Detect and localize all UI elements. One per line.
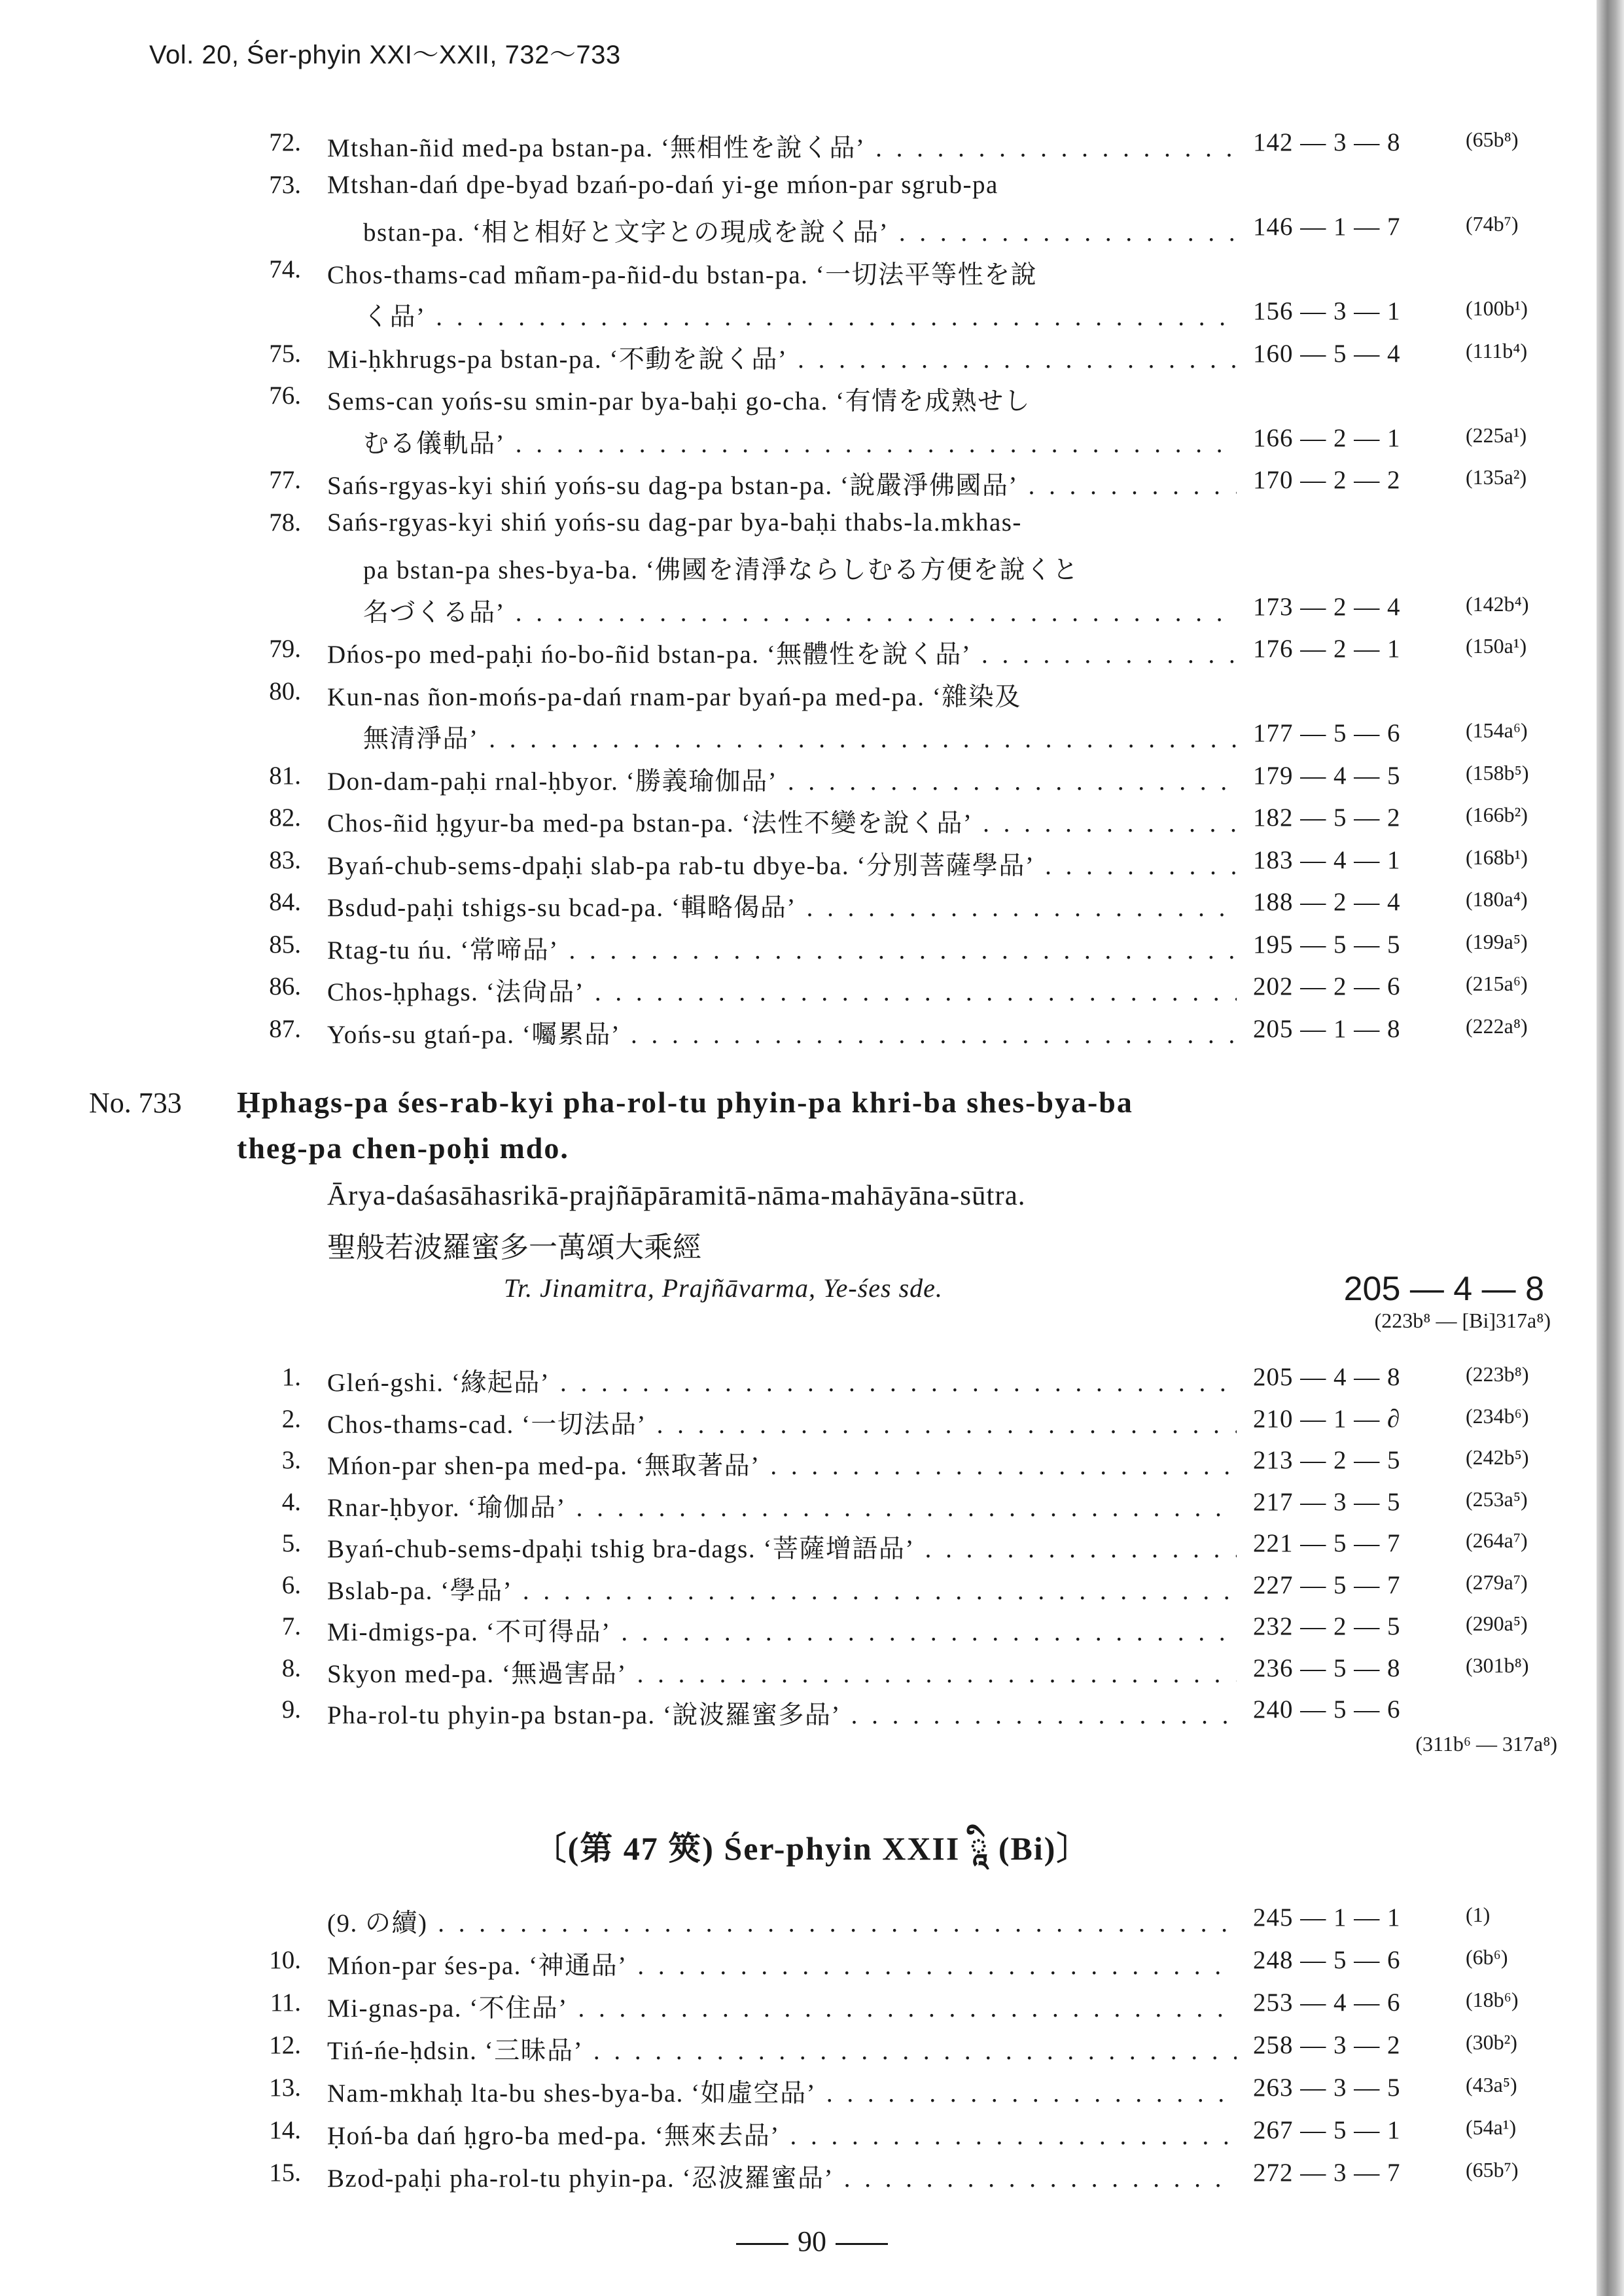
entry-pages: 173 — 2 — 4 (1253, 592, 1401, 621)
entry-folio: (18b⁶) (1466, 1988, 1519, 2011)
entry-row (0, 423, 1624, 463)
entry-title: Chos-ñid ḥgyur-ba med-pa bstan-pa. ‘法性不變を說く品’ . . . (327, 803, 1237, 839)
entry-folio: (225a¹) (1466, 423, 1527, 447)
entry-folio: (6b⁶) (1466, 1945, 1508, 1969)
entry-title: Chos-thams-cad. ‘一切法品’ . . . (327, 1404, 1237, 1441)
footer-rule-right (836, 2243, 888, 2245)
entry-row (0, 1653, 1624, 1693)
entry-pages: 170 — 2 — 2 (1253, 466, 1401, 494)
entry-number: 7. (281, 1612, 301, 1640)
entry-row (0, 465, 1624, 504)
entry-number: 80. (269, 677, 301, 705)
entry-row (0, 761, 1624, 800)
entry-row (0, 634, 1624, 673)
entry-folio: (234b⁶) (1466, 1404, 1529, 1428)
entry-pages: 156 — 3 — 1 (1253, 297, 1401, 325)
entry-number: 13. (269, 2074, 301, 2102)
folio-range: (223b⁸ — [Bi]317a⁸) (1374, 1309, 1551, 1332)
entry-pages: 217 — 3 — 5 (1253, 1487, 1401, 1516)
entry-pages: 142 — 3 — 8 (1253, 128, 1401, 156)
entry-pages: 179 — 4 — 5 (1253, 761, 1401, 790)
entry-title: Ḥoń-ba dań ḥgro-ba med-pa. ‘無來去品’ . . . (327, 2115, 1237, 2152)
entry-row (0, 508, 1624, 547)
entry-pages: 227 — 5 — 7 (1253, 1570, 1401, 1599)
entry-row (0, 1570, 1624, 1610)
entry-number: 84. (269, 888, 301, 916)
entry-title: Mńon-par shen-pa med-pa. ‘無取著品’ . . . (327, 1445, 1237, 1482)
page-number: 90 (798, 2225, 826, 2257)
entry-folio: (74b⁷) (1466, 212, 1519, 236)
entry-number: 11. (270, 1988, 301, 2017)
entry-row (0, 212, 1624, 251)
entry-number: 77. (269, 466, 301, 494)
entry-number: 72. (269, 128, 301, 156)
entry-number: 8. (281, 1653, 301, 1682)
entry-pages: 176 — 2 — 1 (1253, 635, 1401, 663)
entry-title: Mi-ḥkhrugs-pa bstan-pa. ‘不動を說く品’ . . . (327, 339, 1237, 376)
entry-pages: 160 — 5 — 4 (1253, 339, 1401, 368)
entry-pages: 253 — 4 — 6 (1253, 1988, 1401, 2017)
entry-title: Dńos-po med-paḥi ńo-bo-ñid bstan-pa. ‘無體性を說く品’ . . . (327, 634, 1237, 671)
entry-title: むる儀軌品’ . . . (363, 423, 1237, 460)
entry-pages: 205 — 4 — 8 (1253, 1363, 1401, 1391)
entry-number: 73. (269, 170, 301, 199)
entry-row (0, 255, 1624, 294)
tibetan-title-line-2: theg-pa chen-poḥi mdo. (237, 1131, 569, 1165)
entry-pages: 272 — 3 — 7 (1253, 2159, 1401, 2187)
entry-folio: (54a¹) (1466, 2115, 1517, 2139)
entry-title: Bzod-paḥi pha-rol-tu phyin-pa. ‘忍波羅蜜品’ . . . (327, 2158, 1237, 2195)
entry-row (0, 1612, 1624, 1651)
tibetan-title-line-1: Ḥphags-pa śes-rab-kyi pha-rol-tu phyin-pa khri-ba shes-bya-ba (237, 1086, 1133, 1119)
entry-number: 10. (269, 1946, 301, 1974)
entry-title: Rnar-ḥbyor. ‘瑜伽品’ . . . (327, 1487, 1237, 1524)
entry-pages: 205 — 1 — 8 (1253, 1014, 1401, 1043)
entry-title: Tiń-ńe-ḥdsin. ‘三昧品’ . . . (327, 2030, 1237, 2067)
entry-folio: (253a⁵) (1466, 1487, 1528, 1511)
entry-row (0, 2030, 1624, 2070)
entry-title: Kun-nas ñon-mońs-pa-dań rnam-par byań-pa med-pa. ‘雜染及 (327, 682, 1021, 711)
entry-row (0, 845, 1624, 885)
entry-pages: 166 — 2 — 1 (1253, 423, 1401, 452)
entry-folio: (158b⁵) (1466, 760, 1529, 785)
entry-pages: 263 — 3 — 5 (1253, 2074, 1401, 2102)
entry-folio: (65b⁷) (1466, 2158, 1519, 2181)
volume-heading: 〔(第 47 筴) Śer-phyin XXII ཱི (Bi)〕 (533, 1830, 1091, 1867)
entry-number: 78. (269, 508, 301, 537)
entry-pages: 183 — 4 — 1 (1253, 845, 1401, 874)
entry-number: 1. (281, 1363, 301, 1391)
entry-row (0, 170, 1624, 209)
entry-title: Skyon med-pa. ‘無過害品’ . . . (327, 1653, 1237, 1690)
entry-number: 15. (269, 2159, 301, 2187)
entry-folio: (199a⁵) (1466, 929, 1528, 953)
footer-rule-left (736, 2243, 788, 2245)
entry-number: 9. (281, 1695, 301, 1723)
sanskrit-title: Ārya-daśasāhasrikā-prajñāpāramitā-nāma-mahāyāna-sūtra. (327, 1180, 1026, 1211)
entry-number: 14. (269, 2116, 301, 2144)
entry-title: Mi-dmigs-pa. ‘不可得品’ . . . (327, 1612, 1237, 1648)
entry-number: 2. (281, 1404, 301, 1433)
entry-pages: 177 — 5 — 6 (1253, 719, 1401, 747)
entry-row (0, 1528, 1624, 1568)
chinese-title: 聖般若波羅蜜多一萬頌大乘經 (327, 1231, 701, 1264)
entry-title: Byań-chub-sems-dpaḥi slab-pa rab-tu dbye-ba. ‘分別菩薩學品’ . . . (327, 845, 1237, 882)
entry-folio: (242b⁵) (1466, 1445, 1529, 1469)
entry-title: Nam-mkhaḥ lta-bu shes-bya-ba. ‘如虛空品’ . . . (327, 2073, 1237, 2110)
entry-row (0, 718, 1624, 758)
entry-row (0, 677, 1624, 716)
entry-number: 6. (281, 1570, 301, 1599)
page-footer (0, 2225, 1624, 2258)
entry-title: Gleń-gshi. ‘緣起品’ . . . (327, 1362, 1237, 1399)
volume-pages: 205 — 4 — 8 (1343, 1270, 1544, 1308)
entry-number: 85. (269, 930, 301, 959)
entry-title: bstan-pa. ‘相と相好と文字との現成を說く品’ . . . (363, 212, 1237, 249)
entry-folio: (166b²) (1466, 803, 1528, 826)
entry-title: Mtshan-dań dpe-byad bzań-po-dań yi-ge mńon-par sgrub-pa (327, 170, 998, 199)
entry-folio: (301b⁸) (1466, 1653, 1529, 1677)
entry-folio: (168b¹) (1466, 845, 1528, 869)
entry-title: Mńon-par śes-pa. ‘神通品’ . . . (327, 1945, 1237, 1982)
entry-row (0, 972, 1624, 1011)
entry-pages: 236 — 5 — 8 (1253, 1653, 1401, 1682)
entry-row (0, 803, 1624, 842)
entry-folio: (311b⁶ — 317a⁸) (1415, 1732, 1557, 1756)
entry-folio: (1) (1466, 1903, 1491, 1926)
entry-row (0, 592, 1624, 631)
entry-title: Mtshan-ñid med-pa bstan-pa. ‘無相性を說く品’ . . . (327, 128, 1237, 164)
entry-row (0, 1404, 1624, 1443)
entry-number: 87. (269, 1014, 301, 1043)
entry-folio: (279a⁷) (1466, 1570, 1528, 1594)
entry-folio: (222a⁸) (1466, 1014, 1528, 1038)
entry-folio: (111b⁴) (1466, 338, 1528, 362)
entry-pages: 210 — 1 — ∂ (1253, 1404, 1401, 1433)
entry-folio: (154a⁶) (1466, 718, 1528, 742)
entry-row (0, 128, 1624, 167)
entry-row (0, 1988, 1624, 2027)
entry-number: 82. (269, 804, 301, 832)
entry-pages: 182 — 5 — 2 (1253, 804, 1401, 832)
entry-title: Sańs-rgyas-kyi shiń yońs-su dag-par bya-baḥi thabs-la.mkhas- (327, 508, 1022, 537)
entry-title: Sańs-rgyas-kyi shiń yońs-su dag-pa bstan-pa. ‘說嚴淨佛國品’ . . . (327, 465, 1237, 502)
entry-pages: 202 — 2 — 6 (1253, 972, 1401, 1000)
entry-title: Sems-can yońs-su smin-par bya-baḥi go-cha. ‘有情を成熟せし (327, 387, 1031, 415)
entry-title: 名づくる品’ . . . (363, 592, 1237, 629)
entry-folio: (223b⁸) (1466, 1362, 1529, 1386)
entry-row (0, 550, 1624, 589)
entry-folio: (65b⁸) (1466, 128, 1519, 151)
entry-number: 76. (269, 381, 301, 410)
entry-row (0, 381, 1624, 420)
entry-title: Mi-gnas-pa. ‘不住品’ . . . (327, 1988, 1237, 2024)
entry-row (0, 1362, 1624, 1402)
entry-pages: 248 — 5 — 6 (1253, 1946, 1401, 1974)
entry-pages: 213 — 2 — 5 (1253, 1446, 1401, 1474)
entry-title: (9. の續) . . . (327, 1903, 1237, 1939)
entry-number: 83. (269, 845, 301, 874)
entry-number: 75. (269, 339, 301, 368)
entry-number: 81. (269, 761, 301, 790)
entry-pages: 240 — 5 — 6 (1253, 1695, 1401, 1723)
entry-row (0, 296, 1624, 336)
entry-number: 5. (281, 1529, 301, 1557)
entry-row (0, 887, 1624, 927)
entry-pages: 195 — 5 — 5 (1253, 930, 1401, 959)
entry-title: pa bstan-pa shes-bya-ba. ‘佛國を清淨ならしむる方便を說くと (363, 556, 1080, 584)
entry-row (0, 930, 1624, 969)
entry-row (0, 1695, 1624, 1756)
entry-row (0, 2073, 1624, 2112)
entry-title: Don-dam-paḥi rnal-ḥbyor. ‘勝義瑜伽品’ . . . (327, 761, 1237, 798)
entry-number: 86. (269, 972, 301, 1000)
entry-pages: 146 — 1 — 7 (1253, 213, 1401, 241)
entry-folio: (43a⁵) (1466, 2073, 1517, 2096)
entry-folio: (100b¹) (1466, 296, 1528, 320)
entry-pages: 267 — 5 — 1 (1253, 2116, 1401, 2144)
entry-folio: (135a²) (1466, 465, 1527, 489)
entry-folio: (142b⁴) (1466, 592, 1529, 616)
entry-folio: (150a¹) (1466, 634, 1527, 658)
entry-row (0, 1945, 1624, 1985)
entry-title: く品’ . . . (363, 296, 1237, 333)
entry-folio: (215a⁶) (1466, 972, 1528, 995)
entry-number-label: No. 733 (89, 1087, 182, 1119)
entry-row (0, 1445, 1624, 1485)
entry-title: Pha-rol-tu phyin-pa bstan-pa. ‘說波羅蜜多品’ . . . (327, 1695, 1237, 1731)
entry-number: 79. (269, 635, 301, 663)
entry-title: 無清淨品’ . . . (363, 718, 1237, 755)
entry-pages: 221 — 5 — 7 (1253, 1529, 1401, 1557)
entry-folio: (180a⁴) (1466, 887, 1528, 911)
entry-row (0, 339, 1624, 378)
entry-pages: 188 — 2 — 4 (1253, 888, 1401, 916)
entry-title: Rtag-tu ńu. ‘常啼品’ . . . (327, 930, 1237, 966)
entry-pages: 258 — 3 — 2 (1253, 2031, 1401, 2059)
entry-title: Byań-chub-sems-dpaḥi tshig bra-dags. ‘菩薩增語品’ . . . (327, 1528, 1237, 1565)
translators: Tr. Jinamitra, Prajñāvarma, Ye-śes sde. (504, 1273, 943, 1303)
entry-title: Yońs-su gtań-pa. ‘囑累品’ . . . (327, 1014, 1237, 1051)
entry-number: 3. (281, 1446, 301, 1474)
entry-folio: (264a⁷) (1466, 1528, 1528, 1552)
entry-folio: (30b²) (1466, 2030, 1517, 2054)
entry-row (0, 2115, 1624, 2155)
entry-number: 74. (269, 255, 301, 283)
entry-number: 4. (281, 1487, 301, 1516)
entry-pages: 245 — 1 — 1 (1253, 1903, 1401, 1932)
entry-row (0, 1903, 1624, 1942)
entry-number: 12. (269, 2031, 301, 2059)
entry-pages: 232 — 2 — 5 (1253, 1612, 1401, 1640)
entry-row (0, 2158, 1624, 2197)
running-head: Vol. 20, Śer-phyin XXI～XXII, 732～733 (149, 41, 621, 69)
entry-title: Bsdud-paḥi tshigs-su bcad-pa. ‘輯略偈品’ . . . (327, 887, 1237, 924)
entry-row (0, 1014, 1624, 1053)
entry-title: Chos-thams-cad mñam-pa-ñid-du bstan-pa. ‘一切法平等性を說 (327, 260, 1038, 289)
entry-title: Bslab-pa. ‘學品’ . . . (327, 1570, 1237, 1607)
entry-title: Chos-ḥphags. ‘法尙品’ . . . (327, 972, 1237, 1008)
entry-row (0, 1487, 1624, 1527)
entry-folio: (290a⁵) (1466, 1612, 1528, 1635)
